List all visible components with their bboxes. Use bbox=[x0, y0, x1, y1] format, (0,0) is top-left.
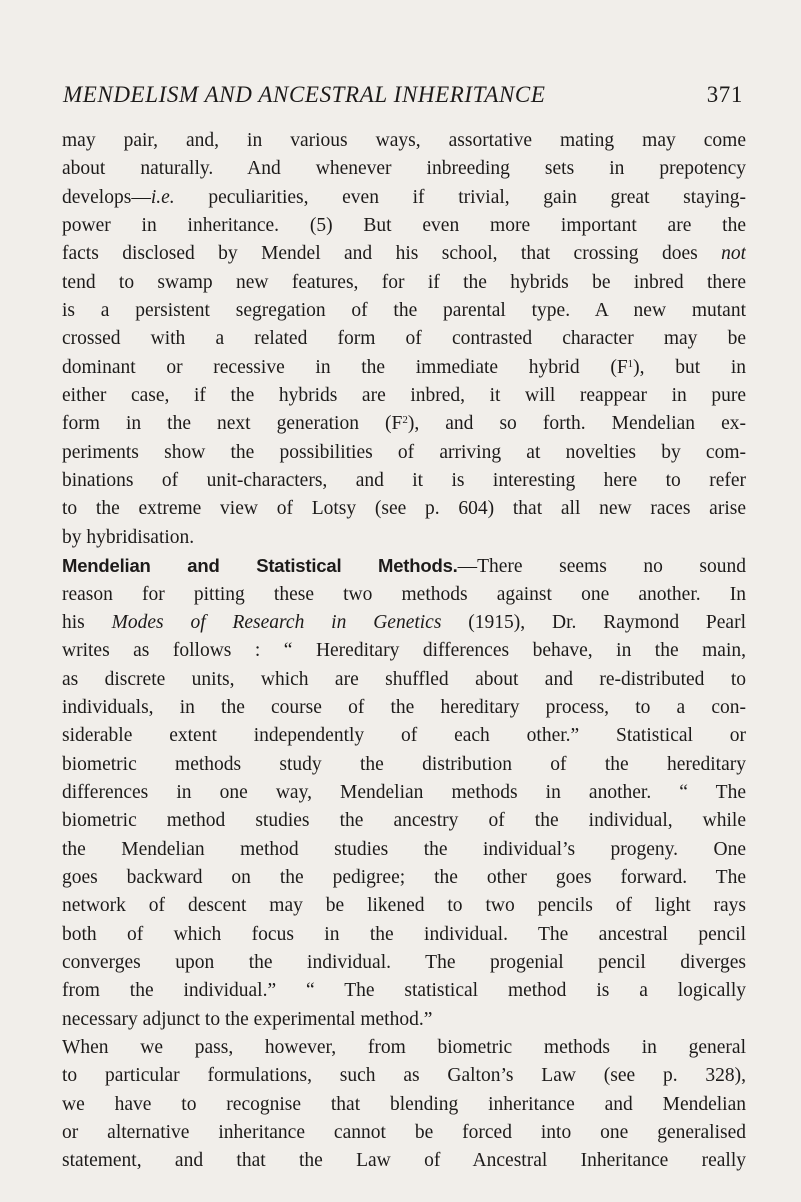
text-line: individuals, in the course of the hereditary process, to a con- bbox=[62, 696, 746, 718]
text-line: facts disclosed by Mendel and his school, that crossing does not bbox=[62, 243, 746, 265]
text-line: develops—i.e. peculiarities, even if trivial, gain great staying- bbox=[62, 186, 746, 208]
text-line: or alternative inheritance cannot be forced into one generalised bbox=[62, 1122, 746, 1144]
text-line: from the individual.” “ The statistical method is a logically bbox=[62, 980, 746, 1002]
running-title: MENDELISM AND ANCESTRAL INHERITANCE bbox=[63, 82, 546, 107]
text-line: necessary adjunct to the experimental method.” bbox=[62, 1008, 433, 1030]
body-text bbox=[62, 127, 746, 1176]
book-title: Modes of Research in Genetics bbox=[111, 611, 442, 633]
text-line: reason for pitting these two methods against one another. In bbox=[62, 583, 746, 605]
text-line: siderable extent independently of each other.” Statistical or bbox=[62, 725, 746, 747]
text-line: about naturally. And whenever inbreeding sets in prepotency bbox=[62, 158, 746, 180]
text-line: both of which focus in the individual. The ancestral pencil bbox=[62, 923, 746, 945]
superscript-1: 1 bbox=[627, 357, 634, 370]
text-line: differences in one way, Mendelian methods in another. “ The bbox=[62, 781, 746, 803]
text-line: to particular formulations, such as Galton’s Law (see p. 328), bbox=[62, 1065, 746, 1087]
text-line: may pair, and, in various ways, assortative mating may come bbox=[62, 130, 746, 151]
text-line: converges upon the individual. The progenial pencil diverges bbox=[62, 951, 746, 973]
italic-not: not bbox=[721, 243, 746, 265]
text-line: form in the next generation $(F^2)$, and so forth. Mendelian ex- bbox=[62, 413, 746, 435]
text-line: statement, and that the Law of Ancestral Inheritance really bbox=[62, 1150, 746, 1172]
text-line: by hybridisation. bbox=[62, 526, 195, 548]
text-line: either case, if the hybrids are inbred, it will reappear in pure bbox=[62, 385, 746, 407]
superscript-2: 2 bbox=[402, 414, 408, 427]
text-line: When we pass, however, from biometric methods in general bbox=[62, 1037, 746, 1058]
text-line: binations of unit-characters, and it is interesting here to refer bbox=[62, 470, 746, 492]
page-number: 371 bbox=[706, 82, 743, 107]
text-line: we have to recognise that blending inheritance and Mendelian bbox=[62, 1093, 746, 1115]
text-line: network of descent may be likened to two pencils of light rays bbox=[62, 895, 746, 917]
text-line: as discrete units, which are shuffled about and re-distributed to bbox=[62, 668, 746, 690]
section-heading: Mendelian and Statistical Methods. bbox=[62, 555, 458, 577]
text-line: biometric method studies the ancestry of the individual, while bbox=[62, 810, 746, 832]
text-line: goes backward on the pedigree; the other goes forward. The bbox=[62, 866, 746, 888]
text-line: is a persistent segregation of the parental type. A new mutant bbox=[62, 300, 746, 322]
text-line: crossed with a related form of contrasted character may be bbox=[62, 328, 746, 350]
running-header bbox=[63, 82, 743, 108]
text-line: dominant or recessive in the immediate hybrid $(F^1)$, but in bbox=[62, 356, 746, 378]
text-line: power in inheritance. (5) But even more important are the bbox=[62, 215, 746, 237]
text-line: his Modes of Research in Genetics (1915), Dr. Raymond Pearl bbox=[62, 611, 746, 633]
text-line: to the extreme view of Lotsy (see p. 604) that all new races arise bbox=[62, 498, 746, 520]
text-line: writes as follows : “ Hereditary differences behave, in the main, bbox=[62, 640, 746, 662]
italic-ie: i.e. bbox=[150, 186, 175, 208]
text-line: the Mendelian method studies the individual’s progeny. One bbox=[62, 838, 746, 860]
text-line: periments show the possibilities of arriving at novelties by com- bbox=[62, 441, 746, 463]
text-line: Mendelian and Statistical Methods.—There seems no sound bbox=[62, 555, 746, 578]
text-line: tend to swamp new features, for if the hybrids be inbred there bbox=[62, 271, 746, 293]
text-line: biometric methods study the distribution of the hereditary bbox=[62, 753, 746, 775]
